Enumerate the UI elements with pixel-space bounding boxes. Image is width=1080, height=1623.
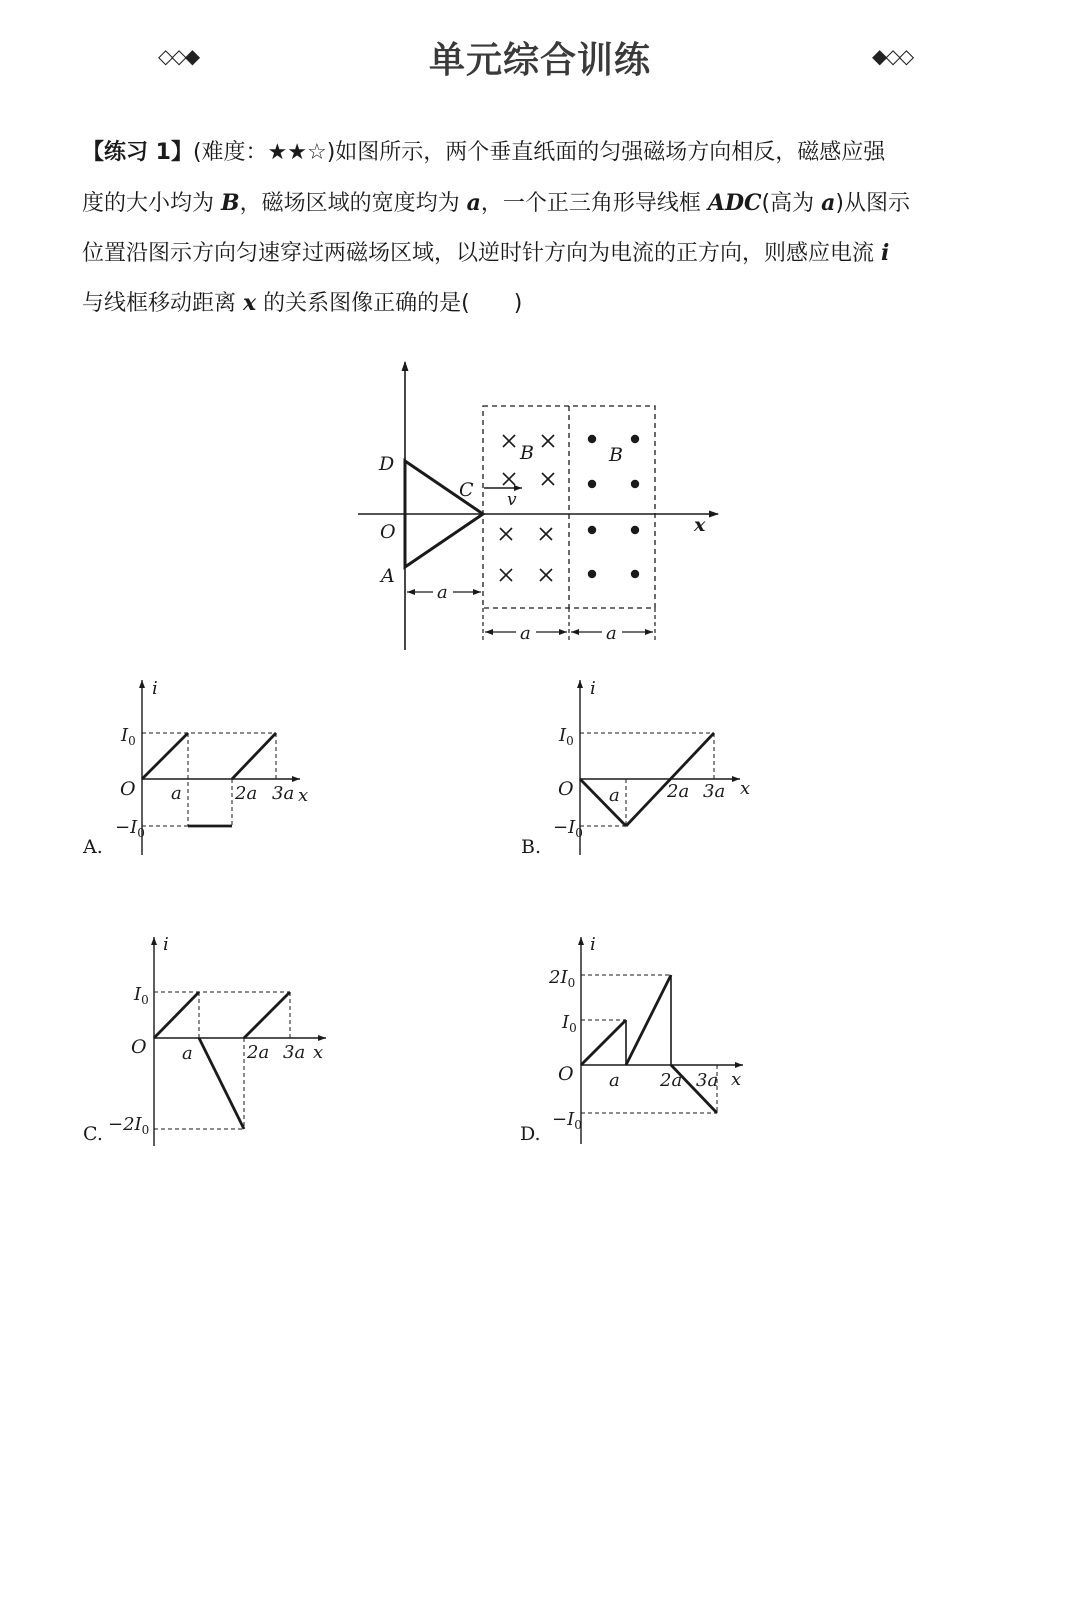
dot-mark (631, 526, 639, 534)
axis-label-i: i (152, 678, 158, 699)
dot-mark (631, 570, 639, 578)
curve-segment (581, 1020, 626, 1065)
question-text-segment: (难度：★★☆)如图所示，两个垂直纸面的匀强磁场方向相反，磁感应强 (192, 140, 886, 165)
question-text-segment: 与线框移动距离 (82, 291, 243, 316)
axis-label-i: i (590, 678, 596, 699)
tick-label-neg-I0: $-I_0$ (553, 817, 583, 840)
dot-mark (588, 526, 596, 534)
tick-label-a: a (171, 783, 182, 804)
dot-mark (631, 435, 639, 443)
tick-label-a: a (609, 785, 620, 806)
tick-label-neg-I0: $-I_0$ (552, 1109, 582, 1132)
curve-segment (199, 1038, 244, 1129)
axis-label-x: x (740, 778, 751, 799)
tick-label-2a: 2a (667, 781, 690, 802)
question-text-segment: 位置沿图示方向匀速穿过两磁场区域，以逆时针方向为电流的正方向，则感应电流 (82, 241, 881, 266)
cross-mark (500, 569, 512, 581)
dot-mark (631, 480, 639, 488)
label-B-right: B (609, 444, 623, 466)
tick-label-2a: 2a (660, 1070, 683, 1091)
question-text-segment: (高为 (761, 191, 822, 216)
tick-label-a: a (182, 1043, 193, 1064)
cross-mark (540, 528, 552, 540)
question-text-segment: )从图示 (835, 191, 910, 216)
cross-mark (540, 569, 552, 581)
dot-mark (588, 480, 596, 488)
tick-label-3a: 3a (703, 781, 726, 802)
label-B-left: B (520, 442, 534, 464)
curve-segment (244, 992, 290, 1038)
width-label-a: a (437, 582, 448, 603)
tick-label-I0: $I_0$ (559, 725, 574, 748)
option-a-graph (82, 678, 308, 858)
question-text-segment: ，磁场区域的宽度均为 (239, 191, 467, 216)
tick-label-neg-2I0: $-2I_0$ (108, 1114, 150, 1137)
main-figure (358, 362, 718, 650)
label-v: v (507, 490, 517, 510)
cross-mark (542, 435, 554, 447)
origin-label: O (131, 1036, 147, 1058)
option-letter-b: B. (521, 836, 542, 858)
label-x-axis: x (694, 514, 706, 536)
label-O: O (380, 521, 396, 543)
axis-label-i: i (590, 934, 596, 955)
width-label-a: a (606, 623, 617, 644)
page-title: 单元综合训练 (428, 40, 651, 81)
tick-label-2I0: $2I_0$ (549, 967, 576, 990)
axis-label-i: i (163, 934, 169, 955)
axis-label-x: x (731, 1069, 742, 1090)
symbol-a: a (821, 190, 836, 216)
question-text-segment: 的关系图像正确的是( ) (256, 291, 523, 316)
option-b-graph (521, 678, 750, 858)
symbol-i: i (881, 240, 890, 266)
question-label: 【练习 1】 (82, 140, 193, 165)
option-c-graph (83, 934, 326, 1146)
curve-segment (154, 992, 199, 1038)
symbol-x: x (243, 290, 257, 316)
curve-segment (142, 733, 188, 779)
question-text-segment: ，一个正三角形导线框 (480, 191, 708, 216)
cross-mark (503, 435, 515, 447)
tick-label-a: a (609, 1070, 620, 1091)
label-D: D (379, 453, 395, 475)
tick-label-I0: $I_0$ (134, 984, 149, 1007)
option-letter-c: C. (83, 1123, 103, 1145)
curve-segment (626, 975, 671, 1065)
tick-label-3a: 3a (696, 1070, 719, 1091)
header-ornament-right: ◆◇◇ (872, 44, 913, 68)
tick-label-2a: 2a (235, 783, 258, 804)
tick-label-neg-I0: $-I_0$ (115, 817, 145, 840)
tick-label-2a: 2a (247, 1042, 270, 1063)
cross-mark (500, 528, 512, 540)
tick-label-I0: $I_0$ (121, 725, 136, 748)
cross-mark (542, 473, 554, 485)
current-curve (154, 992, 290, 1129)
tick-label-I0: $I_0$ (562, 1012, 577, 1035)
header-ornament-left: ◇◇◆ (158, 44, 199, 68)
cross-mark (503, 473, 515, 485)
dot-mark (588, 570, 596, 578)
question-text-segment: 度的大小均为 (82, 191, 221, 216)
symbol-a: a (466, 190, 481, 216)
origin-label: O (558, 1063, 574, 1085)
label-A: A (381, 565, 395, 587)
curve-segment (232, 733, 276, 779)
symbol-B: B (221, 190, 240, 216)
option-letter-a: A. (83, 836, 103, 858)
dot-mark (588, 435, 596, 443)
width-label-a: a (520, 623, 531, 644)
label-C: C (459, 479, 474, 501)
option-d-graph (520, 934, 743, 1145)
axis-label-x: x (298, 785, 309, 806)
tick-label-3a: 3a (272, 783, 295, 804)
axis-label-x: x (313, 1042, 324, 1063)
symbol-ADC: ADC (707, 190, 762, 216)
tick-label-3a: 3a (283, 1042, 306, 1063)
current-curve (581, 975, 717, 1113)
origin-label: O (120, 778, 136, 800)
option-letter-d: D. (520, 1123, 541, 1145)
origin-label: O (558, 778, 574, 800)
